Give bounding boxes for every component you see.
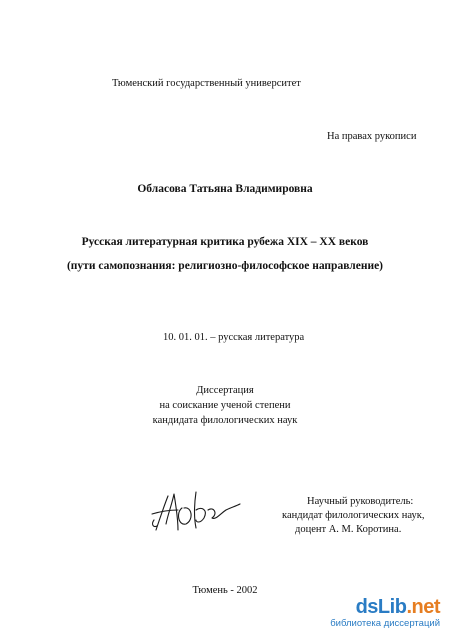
signature-icon — [148, 480, 243, 542]
dslib-logo-suffix: .net — [406, 596, 440, 618]
supervisor-name: доцент А. М. Коротина. — [295, 524, 402, 535]
degree-name: кандидата филологических наук — [152, 415, 298, 426]
manuscript-rights-note: На правах рукописи — [327, 131, 417, 142]
dissertation-title-line-1: Русская литературная критика рубежа XIX – XX веков — [81, 236, 369, 248]
dslib-subtitle: библиотека диссертаций — [330, 618, 440, 629]
supervisor-degree: кандидат филологических наук, — [282, 510, 425, 521]
specialty-code: 10. 01. 01. – русская литература — [163, 332, 305, 343]
university-name: Тюменский государственный университет — [112, 78, 301, 89]
author-name: Обласова Татьяна Владимировна — [137, 183, 313, 195]
dissertation-title-line-2: (пути самопознания: религиозно-философское направление) — [66, 260, 384, 272]
dissertation-label: Диссертация — [196, 385, 254, 396]
dslib-watermark[interactable] — [312, 596, 440, 632]
dslib-logo — [312, 596, 440, 618]
supervisor-label: Научный руководитель: — [307, 496, 414, 507]
dslib-logo-main: dsLib — [355, 596, 407, 618]
degree-purpose: на соискание ученой степени — [159, 400, 291, 411]
city-year: Тюмень - 2002 — [192, 585, 258, 596]
